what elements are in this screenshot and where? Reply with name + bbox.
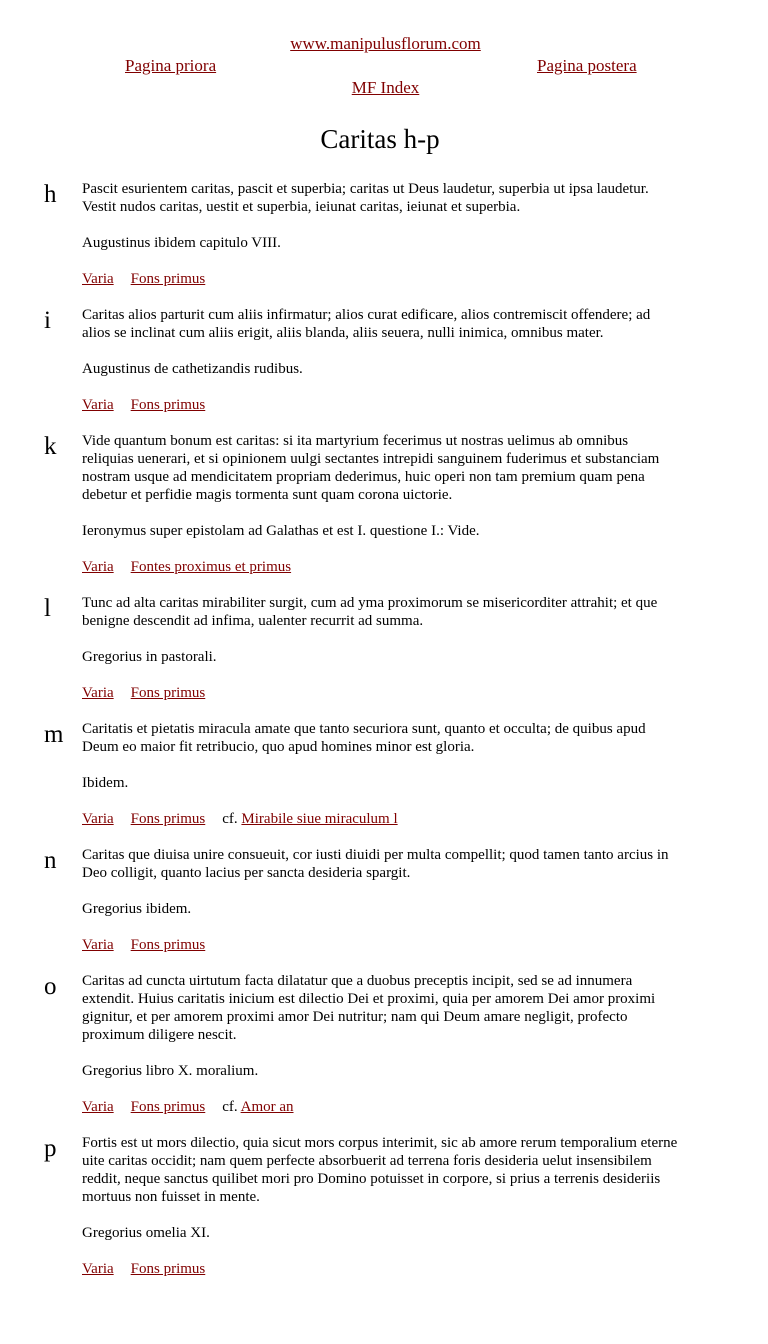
entry-text: Caritas alios parturit cum aliis infirmatur; alios curat edificare, alios contremiscit offendere; ad alios se inclinat cum aliis erigit, aliis blanda, aliis seuera, nulli inimica, omnibus mater. — [82, 307, 651, 341]
entry-letter: k — [44, 433, 57, 460]
entry-i — [0, 306, 768, 414]
varia-link[interactable]: Varia — [82, 811, 114, 827]
entry-source: Ieronymus super epistolam ad Galathas et est I. questione I.: Vide. — [82, 523, 480, 539]
cross-reference-link[interactable]: Amor an — [240, 1099, 294, 1115]
entry-source: Gregorius ibidem. — [82, 901, 192, 917]
page-title: Caritas h-p — [320, 124, 440, 154]
entry-n — [0, 846, 768, 954]
fons-link[interactable]: Fons primus — [130, 271, 206, 287]
entry-links — [82, 1098, 682, 1116]
fons-link[interactable]: Fons primus — [130, 1099, 206, 1115]
next-page-link[interactable]: Pagina postera — [537, 56, 637, 75]
entry-links — [82, 810, 682, 828]
entry-o — [0, 972, 768, 1116]
varia-link[interactable]: Varia — [82, 685, 114, 701]
varia-link[interactable]: Varia — [82, 1099, 114, 1115]
entry-source: Ibidem. — [82, 775, 129, 791]
entry-source: Gregorius omelia XI. — [82, 1225, 210, 1241]
entry-h — [0, 180, 768, 288]
entry-source: Gregorius libro X. moralium. — [82, 1063, 259, 1079]
entry-letter: h — [44, 181, 57, 208]
entries-list — [0, 180, 768, 1278]
previous-page-link[interactable]: Pagina priora — [125, 56, 217, 75]
entry-text: Caritas ad cuncta uirtutum facta dilatatur que a duobus preceptis incipit, sed se ad innumera extendit. Huius caritatis inicium est dilectio Dei et proximi, quia per amorem Dei amor proximi gignitur, et per amorem proximi amor Dei nutritur; nam qui Deum amare negligit, profecto proximum diligere nescit. — [82, 973, 656, 1043]
top-navigation — [0, 34, 768, 104]
entry-links — [82, 558, 682, 576]
entry-text: Caritas que diuisa unire consueuit, cor iusti diuidi per multa compellit; quod tamen tanto arcius in Deo colligit, quanto lacius per sancta desideria spargit. — [82, 847, 669, 881]
cross-reference-prefix: cf. — [222, 1099, 238, 1115]
fons-link[interactable]: Fons primus — [130, 685, 206, 701]
varia-link[interactable]: Varia — [82, 271, 114, 287]
entry-letter: l — [44, 595, 51, 622]
fons-link[interactable]: Fons primus — [130, 397, 206, 413]
entry-k — [0, 432, 768, 576]
entry-p — [0, 1134, 768, 1278]
entry-text: Fortis est ut mors dilectio, quia sicut mors corpus interimit, sic ab amore rerum temporalium eterne uite caritas occidit; nam quem perfecte absorbuerit ad terrena foris desideria uelut insensibilem reddit, neque sanctus quilibet mori pro Domino potuisset in corpore, si prius a terrenis desideriis mortuus non fuisset in mente. — [82, 1135, 678, 1205]
entry-letter: p — [44, 1135, 57, 1162]
cross-reference-prefix: cf. — [222, 811, 238, 827]
entry-links — [82, 1260, 682, 1278]
varia-link[interactable]: Varia — [82, 559, 114, 575]
entry-letter: m — [44, 721, 64, 748]
fons-link[interactable]: Fontes proximus et primus — [130, 559, 292, 575]
entry-links — [82, 396, 682, 414]
entry-letter: n — [44, 847, 57, 874]
entry-letter: i — [44, 307, 51, 334]
entry-m — [0, 720, 768, 828]
site-home-link[interactable]: www.manipulusflorum.com — [290, 34, 481, 53]
entry-source: Augustinus ibidem capitulo VIII. — [82, 235, 281, 251]
index-link[interactable]: MF Index — [351, 78, 420, 97]
entry-source: Augustinus de cathetizandis rudibus. — [82, 361, 303, 377]
fons-link[interactable]: Fons primus — [130, 937, 206, 953]
fons-link[interactable]: Fons primus — [130, 1261, 206, 1277]
entry-links — [82, 936, 682, 954]
entry-text: Vide quantum bonum est caritas: si ita martyrium fecerimus ut nostras uelimus ab omnibus reliquias uenerari, et si opinionem uulgi sectantes intrepidi sanguinem fuderimus et substanciam nostram usque ad mendicitatem propriam dederimus, huic operi non tam premium quam pena debetur et perfidie magis tormenta sunt quam corona uictorie. — [82, 433, 660, 503]
entry-text: Caritatis et pietatis miracula amate que tanto securiora sunt, quanto et occulta; de quibus apud Deum eo maior fit retribucio, quo apud homines minor est gloria. — [82, 721, 646, 755]
cross-reference-link[interactable]: Mirabile siue miraculum l — [241, 811, 398, 827]
varia-link[interactable]: Varia — [82, 1261, 114, 1277]
varia-link[interactable]: Varia — [82, 937, 114, 953]
entry-l — [0, 594, 768, 702]
entry-text: Pascit esurientem caritas, pascit et superbia; caritas ut Deus laudetur, superbia ut ipsa laudetur. Vestit nudos caritas, uestit et superbia, ieiunat caritas, ieiunat et superbia. — [82, 181, 649, 215]
entry-source: Gregorius in pastorali. — [82, 649, 217, 665]
entry-links — [82, 270, 682, 288]
fons-link[interactable]: Fons primus — [130, 811, 206, 827]
entry-links — [82, 684, 682, 702]
varia-link[interactable]: Varia — [82, 397, 114, 413]
entry-text: Tunc ad alta caritas mirabiliter surgit, cum ad yma proximorum se misericorditer attrahit; et que benigne descendit ad infima, ualenter recurrit ad summa. — [82, 595, 658, 629]
entry-letter: o — [44, 973, 57, 1000]
